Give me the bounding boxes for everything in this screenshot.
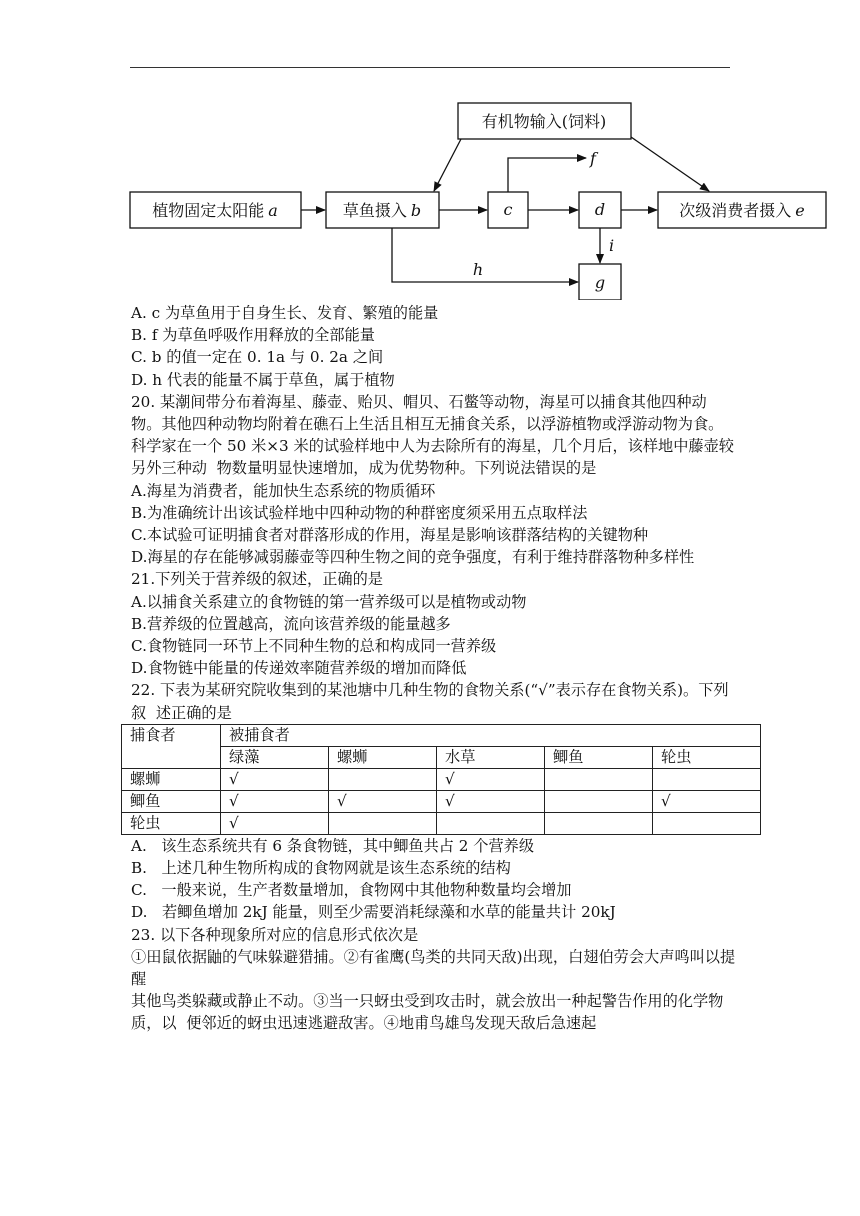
arrow-c-to-f xyxy=(508,158,586,192)
q21-option-c: C.食物链同一环节上不同种生物的总和构成同一营养级 xyxy=(131,637,497,656)
label-plant-energy: 植物固定太阳能 a xyxy=(152,201,278,220)
label-d: d xyxy=(594,200,606,219)
table-corner-predator: 捕食者 xyxy=(122,724,221,768)
table-cell xyxy=(653,768,761,790)
arrow-organic-to-b xyxy=(434,139,461,191)
q21-option-b: B.营养级的位置越高，流向该营养级的能量越多 xyxy=(131,614,451,633)
table-prey-col: 水草 xyxy=(437,746,545,768)
q20-option-b: B.为准确统计出该试验样地中四种动物的种群密度须采用五点取样法 xyxy=(131,503,588,522)
arrow-label-h: h xyxy=(472,260,484,279)
q19-option-b: B. f 为草鱼呼吸作用释放的全部能量 xyxy=(131,326,375,345)
q21-option-d: D.食物链中能量的传递效率随营养级的增加而降低 xyxy=(131,659,467,678)
table-cell: √ xyxy=(437,768,545,790)
label-organic-input: 有机物输入(饲料) xyxy=(481,112,607,131)
table-row xyxy=(122,768,761,790)
header-rule xyxy=(130,67,730,68)
food-relation-table xyxy=(121,724,761,835)
table-predator-cell: 轮虫 xyxy=(122,812,221,834)
q20-option-a: A.海星为消费者，能加快生态系统的物质循环 xyxy=(131,481,436,500)
q22-option-b: B. 上述几种生物所构成的食物网就是该生态系统的结构 xyxy=(131,859,511,878)
table-cell: √ xyxy=(437,790,545,812)
table-cell xyxy=(437,812,545,834)
q20-stem: 20. 某潮间带分布着海星、藤壶、贻贝、帽贝、石鳖等动物，海星可以捕食其他四种动物。其他四种动物均附着在礁石上生活且相互无捕食关系，以浮游植物或浮游动物为食。科学家在一个 50 米×3 米的试验样地中人为去除所有的海星，几个月后，该样地中藤壶较另外三种动 物数量明显快速增加，成为优势物种。下列说法错误的是 xyxy=(131,392,734,478)
arrow-label-f: f xyxy=(590,149,596,168)
table-predator-cell: 鲫鱼 xyxy=(122,790,221,812)
arrow-label-i: i xyxy=(609,236,615,255)
q19-option-c: C. b 的值一定在 0. 1a 与 0. 2a 之间 xyxy=(131,348,384,367)
q23-stem: 23. 以下各种现象所对应的信息形式依次是 xyxy=(131,925,419,944)
q19-option-d: D. h 代表的能量不属于草鱼，属于植物 xyxy=(131,370,395,389)
table-cell: √ xyxy=(221,790,329,812)
q23-body-1: ①田鼠依据鼬的气味躲避猎捕。②有雀鹰(鸟类的共同天敌)出现，白翅伯劳会大声鸣叫以提醒 xyxy=(131,947,736,989)
arrow-b-to-g xyxy=(392,228,578,282)
table-cell xyxy=(329,768,437,790)
table-prey-col: 鲫鱼 xyxy=(545,746,653,768)
table-predator-cell: 螺蛳 xyxy=(122,768,221,790)
q20-option-c: C.本试验可证明捕食者对群落形成的作用，海星是影响该群落结构的关键物种 xyxy=(131,526,649,545)
table-cell xyxy=(329,812,437,834)
q22-option-a: A. 该生态系统共有 6 条食物链，其中鲫鱼共占 2 个营养级 xyxy=(131,836,535,855)
label-grass-carp: 草鱼摄入 b xyxy=(342,201,422,220)
q19-option-a: A. c 为草鱼用于自身生长、发育、繁殖的能量 xyxy=(131,304,439,322)
q23-body-2: 其他鸟类躲藏或静止不动。③当一只蚜虫受到攻击时，就会放出一种起警告作用的化学物质，以 便邻近的蚜虫迅速逃避敌害。④地甫鸟雄鸟发现天敌后急速起 xyxy=(131,992,724,1033)
table-cell xyxy=(545,790,653,812)
table-cell xyxy=(653,812,761,834)
table-prey-col: 轮虫 xyxy=(653,746,761,768)
table-cell: √ xyxy=(221,768,329,790)
q22-option-d: D. 若鲫鱼增加 2kJ 能量，则至少需要消耗绿藻和水草的能量共计 20kJ xyxy=(131,903,616,922)
q22-option-c: C. 一般来说，生产者数量增加，食物网中其他物种数量均会增加 xyxy=(131,881,572,900)
arrow-organic-to-e xyxy=(631,137,709,191)
table-cell: √ xyxy=(329,790,437,812)
q21-stem: 21.下列关于营养级的叙述，正确的是 xyxy=(131,570,383,589)
table-cell xyxy=(545,768,653,790)
label-g: g xyxy=(594,273,606,292)
energy-flow-diagram xyxy=(127,100,832,300)
table-row xyxy=(122,812,761,834)
table-row xyxy=(122,790,761,812)
table-cell: √ xyxy=(653,790,761,812)
label-c: c xyxy=(503,200,513,219)
table-prey-col: 螺蛳 xyxy=(329,746,437,768)
q20-option-d: D.海星的存在能够减弱藤壶等四种生物之间的竞争强度，有利于维持群落物种多样性 xyxy=(131,548,695,567)
question-text xyxy=(131,302,737,1035)
q22-stem: 22. 下表为某研究院收集到的某池塘中几种生物的食物关系(“√”表示存在食物关系)。下列叙 述正确的是 xyxy=(131,681,729,722)
table-cell xyxy=(545,812,653,834)
table-cell: √ xyxy=(221,812,329,834)
table-prey-header: 被捕食者 xyxy=(221,724,761,746)
table-prey-col: 绿藻 xyxy=(221,746,329,768)
q21-option-a: A.以捕食关系建立的食物链的第一营养级可以是植物或动物 xyxy=(131,592,527,611)
label-secondary-consumer: 次级消费者摄入 e xyxy=(679,201,805,220)
